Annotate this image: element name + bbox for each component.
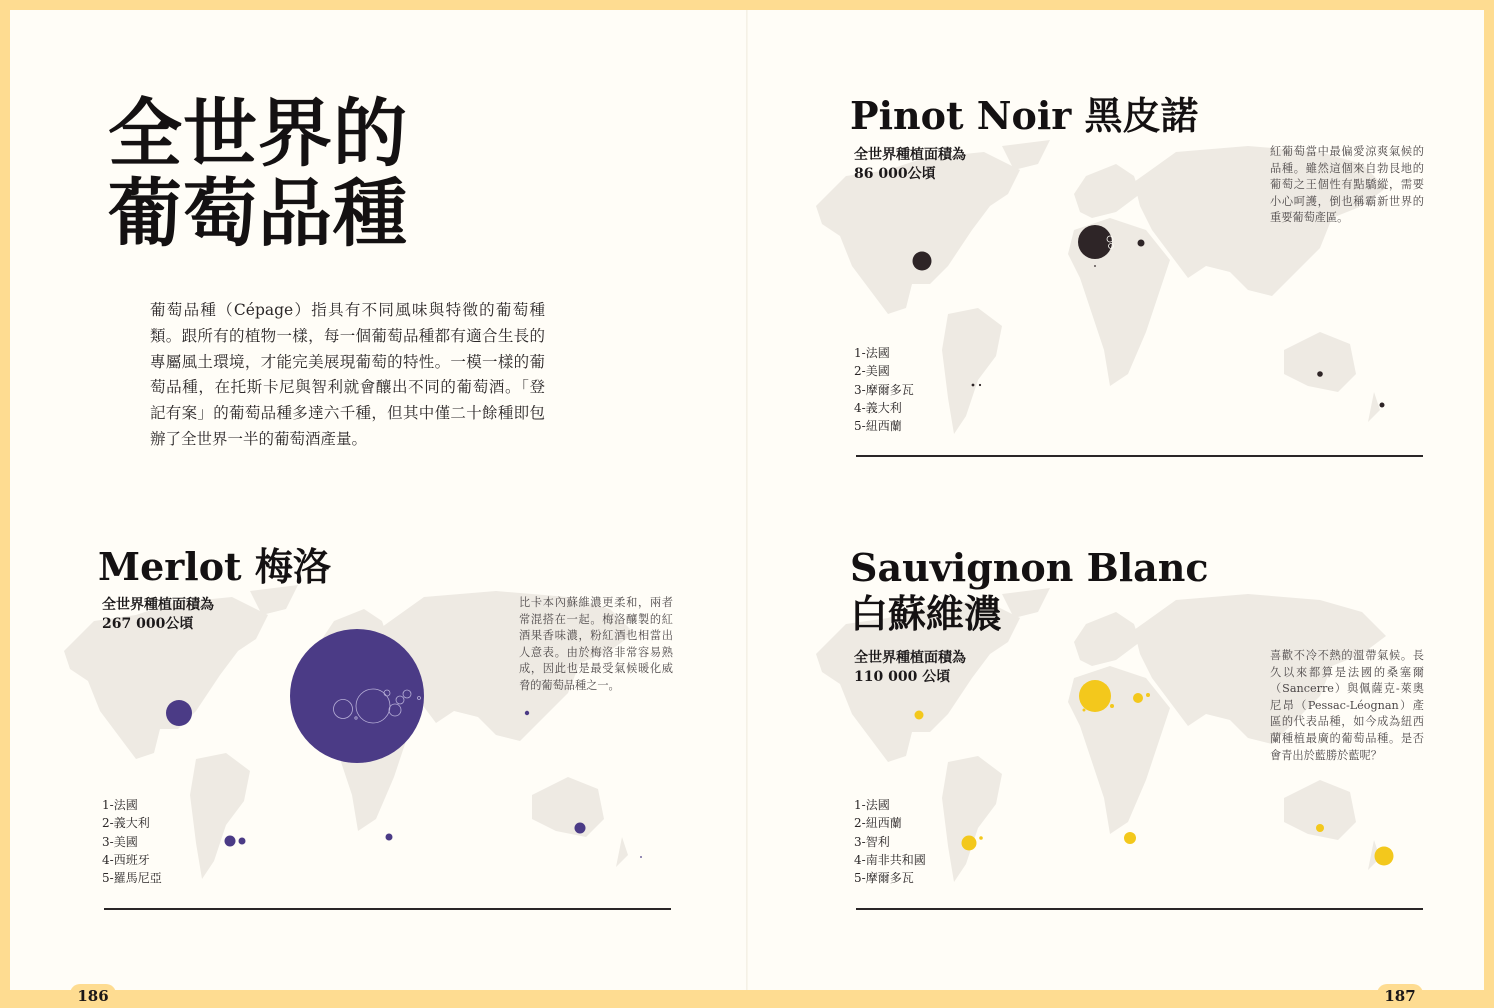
title-line-1: 全世界的 xyxy=(108,91,408,177)
merlot-description: 比卡本內蘇維濃更柔和，兩者常混搭在一起。梅洛釀製的紅酒果香味濃，粉紅酒也相當出人意表。由於梅洛非常容易熟成，因此也是最受氣候暖化威脅的葡萄品種之一。 xyxy=(519,596,673,692)
sauvignon-title-line-1: Sauvignon Blanc xyxy=(850,545,1209,590)
sauvignon-rank-1: 1-法國 xyxy=(854,798,890,812)
merlot-divider xyxy=(104,908,671,910)
pinot-description: 紅葡萄當中最偏愛涼爽氣候的品種。雖然這個來自勃艮地的葡萄之王個性有點驕縱，需要小心呵護，倒也稱霸新世界的重要葡萄產區。 xyxy=(1270,145,1424,225)
merlot-rank-5: 5-羅馬尼亞 xyxy=(102,871,162,886)
sauvignon-area xyxy=(854,649,966,687)
merlot-ranking xyxy=(102,796,162,887)
pinot-rank-3: 3-摩爾多瓦 xyxy=(854,382,914,397)
sauvignon-area-value: 110 000 公頃 xyxy=(854,669,951,685)
sauvignon-title-line-2: 白蘇維濃 xyxy=(850,591,1003,636)
pinot-ranking xyxy=(854,344,914,435)
sauvignon-title xyxy=(850,545,1209,637)
sauvignon-rank-2: 2-紐西蘭 xyxy=(854,816,902,831)
page-number-left: 186 xyxy=(70,984,116,1006)
pinot-rank-4: 4-義大利 xyxy=(854,400,902,415)
title-line-2: 葡萄品種 xyxy=(108,171,408,257)
merlot-rank-3: 3-美國 xyxy=(102,834,138,849)
sauvignon-rank-3: 3-智利 xyxy=(854,834,890,849)
sauvignon-divider xyxy=(856,908,1423,910)
sauvignon-ranking xyxy=(854,796,926,887)
sauvignon-description: 喜歡不冷不熱的溫帶氣候。長久以來都算是法國的桑塞爾（Sancerre）與佩薩克-萊奧尼昂（Pessac-Léognan）產區的代表品種，如今成為紐西蘭種植最廣的葡萄品種。是否會青出於藍勝於藍呢？ xyxy=(1270,649,1424,762)
intro-paragraph: 葡萄品種（Cépage）指具有不同風味與特徵的葡萄種類。跟所有的植物一樣，每一個葡萄品種都有適合生長的專屬風土環境，才能完美展現葡萄的特性。一模一樣的葡萄品種，在托斯卡尼與智利就會釀出不同的葡萄酒。「登記有案」的葡萄品種多達六千種，但其中僅二十餘種即包辦了全世界一半的葡萄酒產量。 xyxy=(150,301,545,448)
page-number-right: 187 xyxy=(1377,984,1423,1006)
pinot-title: Pinot Noir 黑皮諾 xyxy=(850,93,1199,138)
pinot-rank-5: 5-紐西蘭 xyxy=(854,419,902,434)
pinot-area xyxy=(854,146,966,184)
book-gutter xyxy=(746,10,748,990)
sauvignon-rank-5: 5-摩爾多瓦 xyxy=(854,871,914,886)
pinot-rank-2: 2-美國 xyxy=(854,364,890,379)
merlot-area-label: 全世界種植面積為 xyxy=(102,597,214,613)
pinot-area-label: 全世界種植面積為 xyxy=(854,147,966,163)
merlot-title: Merlot 梅洛 xyxy=(98,544,331,589)
merlot-area-value: 267 000公頃 xyxy=(102,616,194,632)
pinot-divider xyxy=(856,455,1423,457)
page-title xyxy=(108,91,408,257)
merlot-rank-4: 4-西班牙 xyxy=(102,852,150,867)
pinot-rank-1: 1-法國 xyxy=(854,346,890,360)
sauvignon-area-label: 全世界種植面積為 xyxy=(854,650,966,666)
pinot-area-value: 86 000公頃 xyxy=(854,166,936,182)
sauvignon-rank-4: 4-南非共和國 xyxy=(854,852,926,867)
merlot-rank-1: 1-法國 xyxy=(102,798,138,812)
merlot-area xyxy=(102,596,214,634)
merlot-rank-2: 2-義大利 xyxy=(102,816,150,831)
